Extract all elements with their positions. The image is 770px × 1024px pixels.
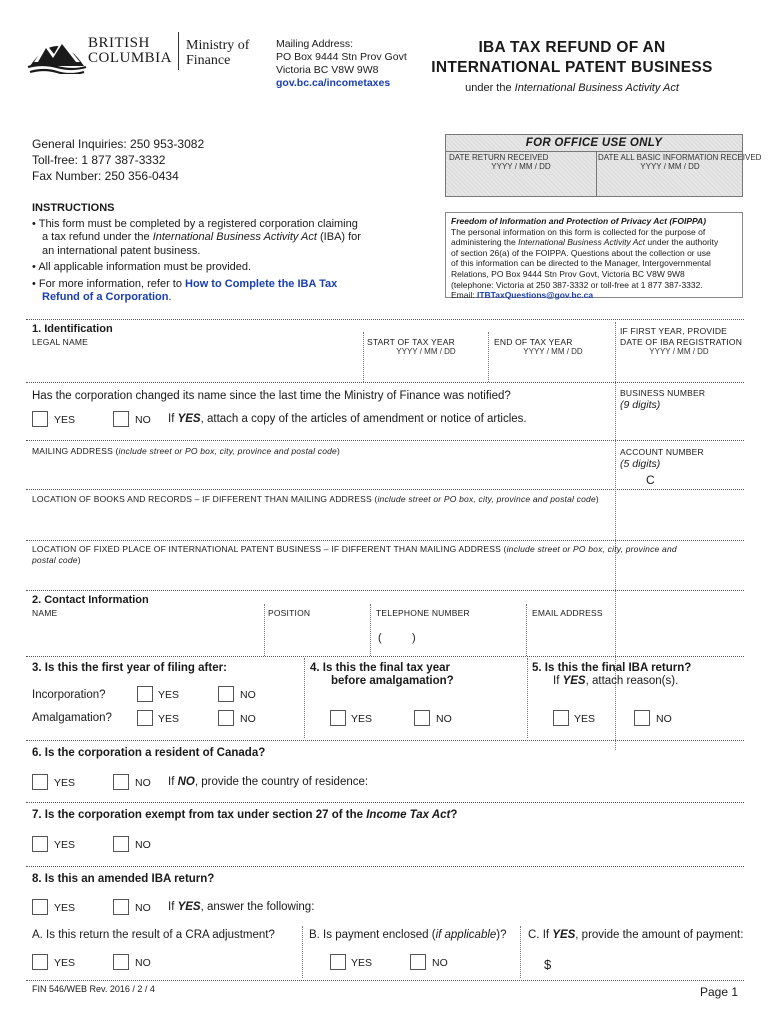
section2-heading: 2. Contact Information xyxy=(32,594,149,606)
iba-registration-date-field[interactable] xyxy=(618,357,742,381)
ministry-line2: Finance xyxy=(186,53,231,68)
final-tax-year-yes-checkbox[interactable] xyxy=(330,710,346,726)
payment-enclosed-no-checkbox[interactable] xyxy=(410,954,426,970)
payment-enclosed-yes-checkbox[interactable] xyxy=(330,954,346,970)
instructions-block: INSTRUCTIONS • This form must be completed by a registered corporation claiming a tax refund under the International Business Activity Act (IBA) for an international patent business. • All applicable information must be provided. • For more information, refer to How to Complete the IBA Tax Refund of a Corporation. xyxy=(32,202,412,305)
dollar-sign: $ xyxy=(544,957,552,972)
office-use-title: FOR OFFICE USE ONLY xyxy=(525,137,663,149)
how-to-complete-link-cont[interactable]: Refund of a Corporation xyxy=(42,291,169,303)
account-number-hint: (5 digits) xyxy=(620,458,661,470)
mailing-label: Mailing Address: xyxy=(276,38,354,50)
account-number-prefix: C xyxy=(646,473,655,487)
payment-amount-field[interactable] xyxy=(556,954,742,974)
amended-if-yes: If YES, answer the following: xyxy=(168,901,315,913)
section3-heading: 3. Is this the first year of filing after: xyxy=(32,662,227,674)
fax-number: Fax Number: 250 356-0434 xyxy=(32,169,179,183)
date-return-received-format: YYYY / MM / DD xyxy=(491,162,551,171)
mailing-address-label: MAILING ADDRESS (include street or PO box, city, province and postal code) xyxy=(32,446,341,456)
ministry-line1: Ministry of xyxy=(186,38,250,53)
form-id: FIN 546/WEB Rev. 2016 / 2 / 4 xyxy=(32,984,155,994)
bc-sun-mountain-icon xyxy=(26,32,88,74)
section1-heading: 1. Identification xyxy=(32,323,113,335)
contact-numbers xyxy=(32,136,204,184)
section5-heading: 5. Is this the final IBA return? If YES, attach reason(s). xyxy=(532,662,692,687)
mailing-address-field[interactable] xyxy=(30,458,612,486)
date-info-received-label: DATE ALL BASIC INFORMATION RECEIVED xyxy=(598,153,762,162)
amalgamation-yes-checkbox[interactable] xyxy=(137,710,153,726)
date-info-received-format: YYYY / MM / DD xyxy=(640,162,700,171)
first-year-format: YYYY / MM / DD xyxy=(649,347,709,356)
contact-name-label: NAME xyxy=(32,608,58,618)
instructions-heading: INSTRUCTIONS xyxy=(32,202,115,214)
question-b: B. Is payment enclosed (if applicable)? xyxy=(309,929,507,941)
office-use-box xyxy=(445,134,762,197)
telephone-label: TELEPHONE NUMBER xyxy=(376,608,470,618)
fixed-place-label: LOCATION OF FIXED PLACE OF INTERNATIONAL PATENT BUSINESS – IF DIFFERENT THAN MAILING ADDRESS (include street or PO box, city, province and postal code) xyxy=(32,544,677,565)
incorporation-label: Incorporation? xyxy=(32,689,106,701)
incorporation-no-checkbox[interactable] xyxy=(218,686,234,702)
start-tax-year-label: START OF TAX YEAR xyxy=(367,337,455,347)
section4-heading: 4. Is this the final tax year before amalgamation? xyxy=(310,662,454,687)
amalgamation-no-checkbox[interactable] xyxy=(218,710,234,726)
mailing-line2: Victoria BC V8W 9W8 xyxy=(276,64,379,76)
email-label: EMAIL ADDRESS xyxy=(532,608,603,618)
name-change-yes-checkbox[interactable] xyxy=(32,411,48,427)
resident-yes-checkbox[interactable] xyxy=(32,774,48,790)
foippa-email-link[interactable]: ITBTaxQuestions@gov.bc.ca xyxy=(476,290,594,301)
position-label: POSITION xyxy=(268,608,311,618)
position-field[interactable] xyxy=(266,620,368,656)
amended-yes-checkbox[interactable] xyxy=(32,899,48,915)
contact-name-field[interactable] xyxy=(30,620,262,656)
resident-no-checkbox[interactable] xyxy=(113,774,129,790)
foippa-title: Freedom of Information and Protection of Privacy Act (FOIPPA) xyxy=(451,216,707,226)
country-of-residence-field[interactable] xyxy=(368,772,742,792)
mailing-address-block xyxy=(276,38,407,90)
end-tax-year-field[interactable] xyxy=(491,357,613,381)
how-to-complete-link[interactable]: How to Complete the IBA Tax xyxy=(185,277,338,290)
amalgamation-label: Amalgamation? xyxy=(32,712,112,724)
form-title: IBA TAX REFUND OF AN INTERNATIONAL PATENT BUSINESS xyxy=(431,39,713,76)
logo-line2: COLUMBIA xyxy=(88,50,173,66)
business-number-hint: (9 digits) xyxy=(620,399,661,411)
final-iba-yes-checkbox[interactable] xyxy=(553,710,569,726)
first-year-label: IF FIRST YEAR, PROVIDE DATE OF IBA REGISTRATION xyxy=(620,326,743,347)
cra-adjustment-no-checkbox[interactable] xyxy=(113,954,129,970)
toll-free: Toll-free: 1 877 387-3332 xyxy=(32,153,166,167)
amended-no-checkbox[interactable] xyxy=(113,899,129,915)
mailing-line1: PO Box 9444 Stn Prov Govt xyxy=(276,51,407,63)
account-number-label: ACCOUNT NUMBER xyxy=(620,447,704,457)
books-records-field[interactable] xyxy=(30,506,742,538)
question-a: A. Is this return the result of a CRA adjustment? xyxy=(32,929,275,941)
question-c: C. If YES, provide the amount of payment: xyxy=(528,929,744,941)
telephone-field[interactable]: ( ) xyxy=(378,632,416,644)
business-number-field[interactable] xyxy=(618,412,742,436)
name-change-no-checkbox[interactable] xyxy=(113,411,129,427)
fixed-place-field[interactable] xyxy=(30,568,742,588)
end-tax-year-label: END OF TAX YEAR xyxy=(494,337,573,347)
books-records-label: LOCATION OF BOOKS AND RECORDS – IF DIFFERENT THAN MAILING ADDRESS (include street or PO box, city, province and postal code) xyxy=(32,494,599,504)
final-tax-year-no-checkbox[interactable] xyxy=(414,710,430,726)
exempt-yes-checkbox[interactable] xyxy=(32,836,48,852)
date-return-received-label: DATE RETURN RECEIVED xyxy=(449,153,549,162)
name-change-question: Has the corporation changed its name since the last time the Ministry of Finance was notified? xyxy=(32,390,511,402)
email-field[interactable] xyxy=(530,620,742,656)
section8-heading: 8. Is this an amended IBA return? xyxy=(32,873,215,885)
form-subtitle: under the International Business Activity Act xyxy=(465,82,679,94)
final-iba-no-checkbox[interactable] xyxy=(634,710,650,726)
incometaxes-link[interactable]: gov.bc.ca/incometaxes xyxy=(276,77,391,89)
cra-adjustment-yes-checkbox[interactable] xyxy=(32,954,48,970)
foippa-box: Freedom of Information and Protection of Privacy Act (FOIPPA) The personal information on this form is collected for the purpose of administering the International Business Activity Act under the authority of section 26(a) of the FOIPPA. Questions about the collection or use of this information can be directed to the Manager, Intergovernmental Relations, PO Box 9444 Stn Prov Govt, Victoria BC V8W 9W8 (telephone: Victoria at 250 387-3332 or toll-free at 1 877 387-3332. Email: ITBTaxQuestions@gov.bc.ca xyxy=(445,212,743,298)
section6-heading: 6. Is the corporation a resident of Canada? xyxy=(32,747,266,759)
resident-if-no: If NO, provide the country of residence: xyxy=(168,776,369,788)
legal-name-label: LEGAL NAME xyxy=(32,337,89,347)
section7-heading: 7. Is the corporation exempt from tax under section 27 of the Income Tax Act? xyxy=(32,809,458,821)
business-number-label: BUSINESS NUMBER xyxy=(620,388,706,398)
end-tax-year-format: YYYY / MM / DD xyxy=(523,347,583,356)
start-tax-year-field[interactable] xyxy=(366,357,486,381)
page-number: Page 1 xyxy=(700,985,739,999)
legal-name-field[interactable] xyxy=(30,348,360,378)
general-inquiries: General Inquiries: 250 953-3082 xyxy=(32,137,205,151)
bc-logo xyxy=(26,30,176,76)
logo-line1: BRITISH xyxy=(88,35,150,51)
account-number-field[interactable] xyxy=(658,472,742,488)
exempt-no-checkbox[interactable] xyxy=(113,836,129,852)
incorporation-yes-checkbox[interactable] xyxy=(137,686,153,702)
start-tax-year-format: YYYY / MM / DD xyxy=(396,347,456,356)
name-change-if-yes: If YES, attach a copy of the articles of amendment or notice of articles. xyxy=(168,413,527,425)
